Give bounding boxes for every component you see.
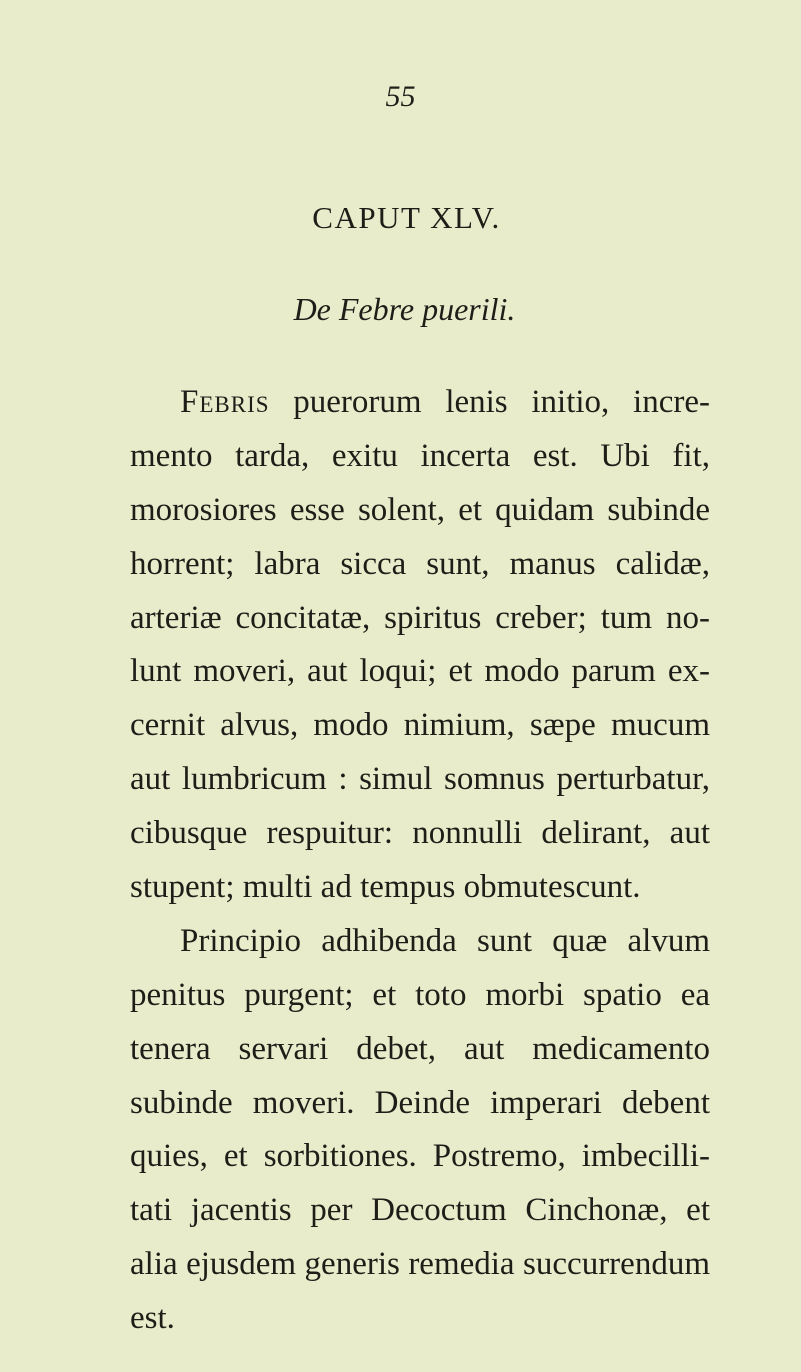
text-line: subinde moveri. Deinde imperari debent bbox=[130, 1084, 710, 1121]
text-line: tenera servari debet, aut medicamento bbox=[130, 1030, 710, 1067]
text-line: mento tarda, exitu incerta est. Ubi fit, bbox=[130, 437, 710, 474]
paragraph-1 bbox=[130, 376, 710, 915]
text-line: lunt moveri, aut loqui; et modo parum ex- bbox=[130, 653, 710, 690]
text-line: cibusque respuitur: nonnulli delirant, aut bbox=[130, 815, 710, 852]
text-line: alia ejusdem generis remedia succurrendum bbox=[130, 1246, 710, 1283]
text-line: morosiores esse solent, et quidam subinde bbox=[130, 491, 710, 528]
line-text: puerorum lenis initio, incre- bbox=[269, 384, 710, 420]
text-line: quies, et sorbitiones. Postremo, imbecilli- bbox=[130, 1138, 710, 1175]
text-line: stupent; multi ad tempus obmutescunt. bbox=[130, 869, 641, 906]
chapter-heading: CAPUT XLV. bbox=[312, 200, 501, 235]
text-line: cernit alvus, modo nimium, sæpe mucum bbox=[130, 707, 710, 744]
body-text bbox=[130, 376, 710, 1346]
text-line: est. bbox=[130, 1300, 175, 1337]
text-line: Principio adhibenda sunt quæ alvum bbox=[180, 922, 710, 959]
text-line bbox=[130, 376, 710, 430]
text-line: tati jacentis per Decoctum Cinchonæ, et bbox=[130, 1192, 710, 1229]
lead-word: Febris bbox=[180, 384, 270, 420]
page-number: 55 bbox=[385, 80, 416, 113]
text-line: aut lumbricum : simul somnus perturbatur, bbox=[130, 761, 710, 798]
text-line: horrent; labra sicca sunt, manus calidæ, bbox=[130, 545, 710, 582]
text-line: arteriæ concitatæ, spiritus creber; tum no- bbox=[130, 599, 710, 636]
text-line: penitus purgent; et toto morbi spatio ea bbox=[130, 976, 710, 1013]
paragraph-2 bbox=[130, 915, 710, 1346]
chapter-subtitle: De Febre puerili. bbox=[293, 291, 516, 327]
